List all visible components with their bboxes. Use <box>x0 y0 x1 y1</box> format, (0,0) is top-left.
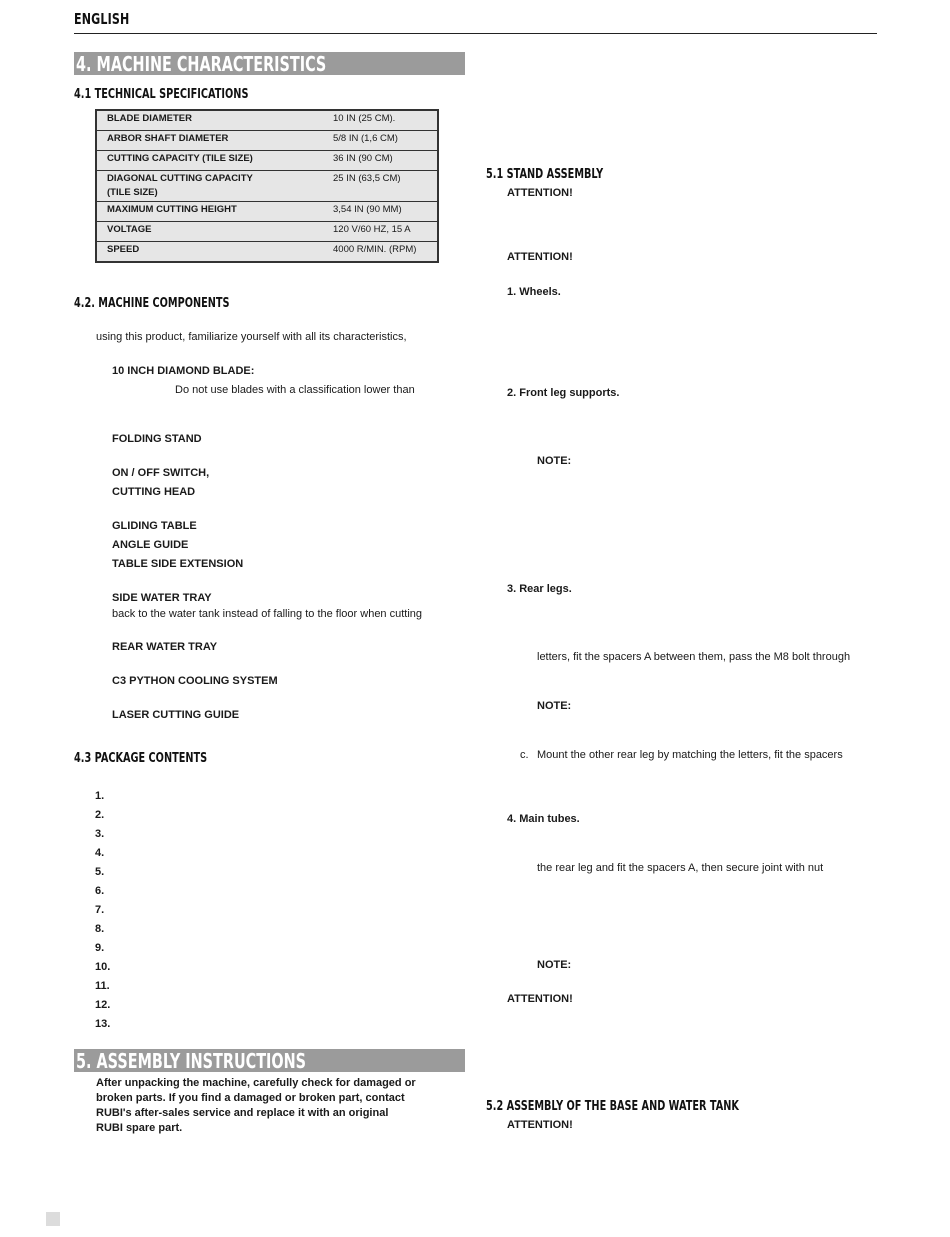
package-item-number: 3. <box>95 828 105 840</box>
assembly-intro-line: broken parts. If you find a damaged or broken part, contact <box>96 1092 405 1104</box>
package-item-number: 12. <box>95 999 111 1011</box>
step-main-tubes: 4. Main tubes. <box>507 813 580 825</box>
package-item-number: 8. <box>95 923 105 935</box>
attention-label: ATTENTION! <box>507 251 573 263</box>
assembly-intro-line: After unpacking the machine, carefully check for damaged or <box>96 1077 416 1089</box>
assembly-intro-line: RUBI spare part. <box>96 1122 183 1134</box>
table-row <box>96 202 438 222</box>
table-row <box>96 171 438 202</box>
spec-value: 4000 R/MIN. (RPM) <box>333 242 438 263</box>
header-rule <box>74 33 877 34</box>
component-blade: 10 INCH DIAMOND BLADE: <box>112 365 255 377</box>
package-item-number: 10. <box>95 961 111 973</box>
table-row <box>96 151 438 171</box>
attention-label: ATTENTION! <box>507 993 573 1005</box>
language-label: ENGLISH <box>74 10 130 28</box>
component-angle: ANGLE GUIDE <box>112 539 189 551</box>
spec-value: 3,54 IN (90 MM) <box>333 202 438 222</box>
spec-value: 10 IN (25 CM). <box>333 110 438 131</box>
component-blade-note: Do not use blades with a classification lower than <box>175 384 415 396</box>
spec-label: MAXIMUM CUTTING HEIGHT <box>96 202 333 222</box>
spec-value: 5/8 IN (1,6 CM) <box>333 131 438 151</box>
specs-table <box>95 109 439 263</box>
package-item-number: 1. <box>95 790 105 802</box>
component-table: GLIDING TABLE <box>112 520 197 532</box>
spec-label-line1: DIAGONAL CUTTING CAPACITY <box>107 173 253 184</box>
spec-label: ARBOR SHAFT DIAMETER <box>96 131 333 151</box>
spec-value: 120 V/60 HZ, 15 A <box>333 222 438 242</box>
table-row <box>96 242 438 263</box>
note-label: NOTE: <box>537 700 572 712</box>
attention-label: ATTENTION! <box>507 1119 573 1131</box>
package-item-number: 6. <box>95 885 105 897</box>
component-head: CUTTING HEAD <box>112 486 196 498</box>
attention-label: ATTENTION! <box>507 187 573 199</box>
main-tubes-text: the rear leg and fit the spacers A, then secure joint with nut <box>537 862 824 874</box>
package-item-number: 4. <box>95 847 105 859</box>
rear-legs-text: letters, fit the spacers A between them, pass the M8 bolt through <box>537 651 851 663</box>
spec-label: BLADE DIAMETER <box>96 110 333 131</box>
step-front-legs: 2. Front leg supports. <box>507 387 620 399</box>
package-item-number: 5. <box>95 866 105 878</box>
component-laser: LASER CUTTING GUIDE <box>112 709 240 721</box>
package-item-number: 7. <box>95 904 105 916</box>
rear-legs-c-text: Mount the other rear leg by matching the letters, fit the spacers <box>537 749 843 761</box>
package-item-number: 2. <box>95 809 105 821</box>
section4-heading: 4. MACHINE CHARACTERISTICS <box>74 52 465 75</box>
component-side-tray-desc: back to the water tank instead of falling to the floor when cutting <box>112 608 423 620</box>
component-extension: TABLE SIDE EXTENSION <box>112 558 244 570</box>
component-cooling: C3 PYTHON COOLING SYSTEM <box>112 675 278 687</box>
package-item-number: 11. <box>95 980 110 992</box>
table-row <box>96 110 438 131</box>
page-marker <box>46 1212 60 1226</box>
spec-label-line2: (TILE SIZE) <box>107 187 158 198</box>
rear-legs-c-marker: c. <box>520 749 529 761</box>
spec-value: 36 IN (90 CM) <box>333 151 438 171</box>
components-heading: 4.2. MACHINE COMPONENTS <box>74 295 230 311</box>
component-rear-tray: REAR WATER TRAY <box>112 641 218 653</box>
spec-value: 25 IN (63,5 CM) <box>333 171 438 202</box>
assembly-intro-line: RUBI's after-sales service and replace it with an original <box>96 1107 389 1119</box>
spec-label: SPEED <box>96 242 333 263</box>
spec-label: VOLTAGE <box>96 222 333 242</box>
package-heading: 4.3 PACKAGE CONTENTS <box>74 750 208 766</box>
spec-label: CUTTING CAPACITY (TILE SIZE) <box>96 151 333 171</box>
component-switch: ON / OFF SWITCH, <box>112 467 210 479</box>
components-intro: using this product, familiarize yourself with all its characteristics, <box>96 331 407 343</box>
section5-heading: 5. ASSEMBLY INSTRUCTIONS <box>74 1049 465 1072</box>
stand-assembly-heading: 5.1 STAND ASSEMBLY <box>486 166 604 182</box>
note-label: NOTE: <box>537 959 572 971</box>
component-stand: FOLDING STAND <box>112 433 202 445</box>
package-item-number: 13. <box>95 1018 111 1030</box>
base-assembly-heading: 5.2 ASSEMBLY OF THE BASE AND WATER TANK <box>486 1098 739 1114</box>
specs-heading: 4.1 TECHNICAL SPECIFICATIONS <box>74 86 249 102</box>
note-label: NOTE: <box>537 455 572 467</box>
step-rear-legs: 3. Rear legs. <box>507 583 572 595</box>
package-item-number: 9. <box>95 942 105 954</box>
component-side-tray: SIDE WATER TRAY <box>112 592 212 604</box>
spec-label <box>96 171 333 202</box>
table-row <box>96 222 438 242</box>
table-row <box>96 131 438 151</box>
step-wheels: 1. Wheels. <box>507 286 561 298</box>
